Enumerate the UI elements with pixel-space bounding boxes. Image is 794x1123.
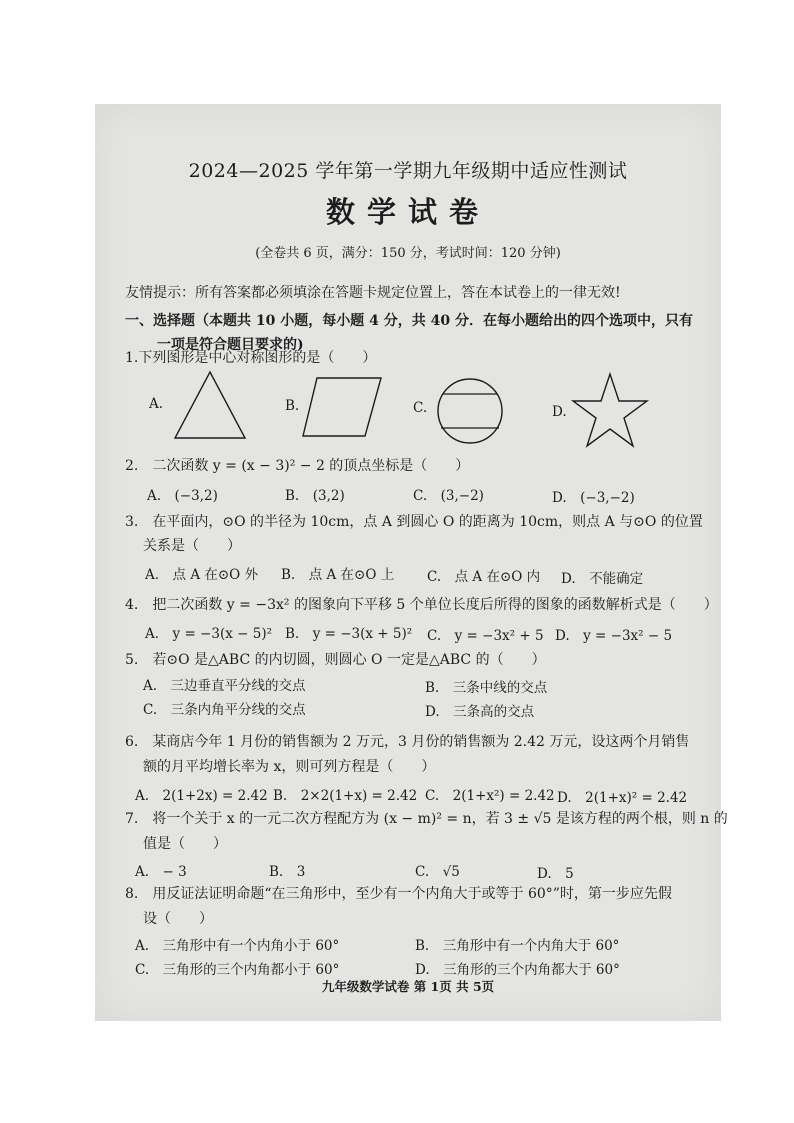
q1-option-a-label: A. <box>149 396 164 412</box>
exam-page <box>95 104 728 1021</box>
subject-title: 数学试卷 <box>325 195 490 229</box>
star-icon <box>571 372 649 448</box>
parallelogram-icon <box>301 376 383 438</box>
q6-option-d: D. 2(1+x)² = 2.42 <box>557 790 688 806</box>
q7-option-c: C. √5 <box>415 864 460 880</box>
q4-option-a: A. y = −3(x − 5)² <box>145 626 273 642</box>
q5-option-d: D. 三条高的交点 <box>425 704 535 720</box>
page-footer: 九年级数学试卷 第 1页 共 5页 <box>321 979 495 994</box>
q8-option-a: A. 三角形中有一个内角小于 60° <box>135 938 340 954</box>
triangle-icon <box>173 370 247 440</box>
q3-option-a: A. 点 A 在⊙O 外 <box>145 567 259 583</box>
question-7-stem: 7. 将一个关于 x 的一元二次方程配方为 (x − m)² = n，若 3 ± √5 是该方程的两个根，则 n 的 <box>125 811 728 827</box>
q2-option-c: C. (3,−2) <box>413 488 484 504</box>
friendly-tip: 友情提示：所有答案都必须填涂在答题卡规定位置上，答在本试卷上的一律无效! <box>125 285 621 301</box>
q6-option-c: C. 2(1+x²) = 2.42 <box>425 788 555 804</box>
q4-option-d: D. y = −3x² − 5 <box>555 628 673 644</box>
question-1-stem: 1.下列图形是中心对称图形的是（ ） <box>125 350 377 366</box>
question-5-stem: 5. 若⊙O 是△ABC 的内切圆，则圆心 O 一定是△ABC 的（ ） <box>125 652 546 668</box>
exam-info: (全卷共 6 页，满分：150 分，考试时间：120 分钟) <box>255 246 561 261</box>
q6-option-b: B. 2×2(1+x) = 2.42 <box>273 788 418 804</box>
exam-title: 2024—2025 学年第一学期九年级期中适应性测试 <box>188 160 628 182</box>
question-4-stem: 4. 把二次函数 y = −3x² 的图象向下平移 5 个单位长度后所得的图象的函数解析式是（ ） <box>125 597 718 613</box>
q4-option-c: C. y = −3x² + 5 <box>427 628 544 644</box>
q3-option-c: C. 点 A 在⊙O 内 <box>427 569 541 585</box>
question-8-stem-cont: 设（ ） <box>143 911 213 927</box>
q1-option-b-label: B. <box>285 398 300 414</box>
section-heading: 一、选择题（本题共 10 小题，每小题 4 分，共 40 分．在每小题给出的四个选项中，只有 <box>125 313 693 329</box>
question-8-stem: 8. 用反证法证明命题“在三角形中，至少有一个内角大于或等于 60°”时，第一步应先假 <box>125 886 672 902</box>
q7-option-d: D. 5 <box>537 866 574 882</box>
question-2-stem: 2. 二次函数 y = (x − 3)² − 2 的顶点坐标是（ ） <box>125 458 470 474</box>
question-7-stem-cont: 值是（ ） <box>143 836 227 852</box>
q1-option-d-label: D. <box>552 404 567 420</box>
q2-option-d: D. (−3,−2) <box>552 490 635 506</box>
q8-option-d: D. 三角形的三个内角都大于 60° <box>415 962 620 978</box>
q8-option-c: C. 三角形的三个内角都小于 60° <box>135 962 340 978</box>
question-6-stem: 6. 某商店今年 1 月份的销售额为 2 万元，3 月份的销售额为 2.42 万元，设这两个月销售 <box>125 734 690 750</box>
q6-option-a: A. 2(1+2x) = 2.42 <box>135 788 268 804</box>
question-3-stem-cont: 关系是（ ） <box>143 538 241 554</box>
q5-option-b: B. 三条中线的交点 <box>425 680 548 696</box>
q5-option-a: A. 三边垂直平分线的交点 <box>143 678 306 694</box>
q1-option-c-label: C. <box>413 400 428 416</box>
q2-option-a: A. (−3,2) <box>147 488 218 504</box>
q3-option-d: D. 不能确定 <box>561 571 644 587</box>
section-heading-cont: 一项是符合题目要求的) <box>157 337 304 353</box>
q7-option-b: B. 3 <box>269 864 306 880</box>
q5-option-c: C. 三条内角平分线的交点 <box>143 702 306 718</box>
q8-option-b: B. 三角形中有一个内角大于 60° <box>415 938 620 954</box>
circle-with-chord-icon <box>435 376 505 446</box>
q2-option-b: B. (3,2) <box>285 488 345 504</box>
question-6-stem-cont: 额的月平均增长率为 x，则可列方程是（ ） <box>143 759 436 775</box>
q3-option-b: B. 点 A 在⊙O 上 <box>281 567 395 583</box>
q7-option-a: A. − 3 <box>135 864 187 880</box>
question-3-stem: 3. 在平面内，⊙O 的半径为 10cm，点 A 到圆心 O 的距离为 10cm，则点 A 与⊙O 的位置 <box>125 514 703 530</box>
q4-option-b: B. y = −3(x + 5)² <box>285 626 413 642</box>
